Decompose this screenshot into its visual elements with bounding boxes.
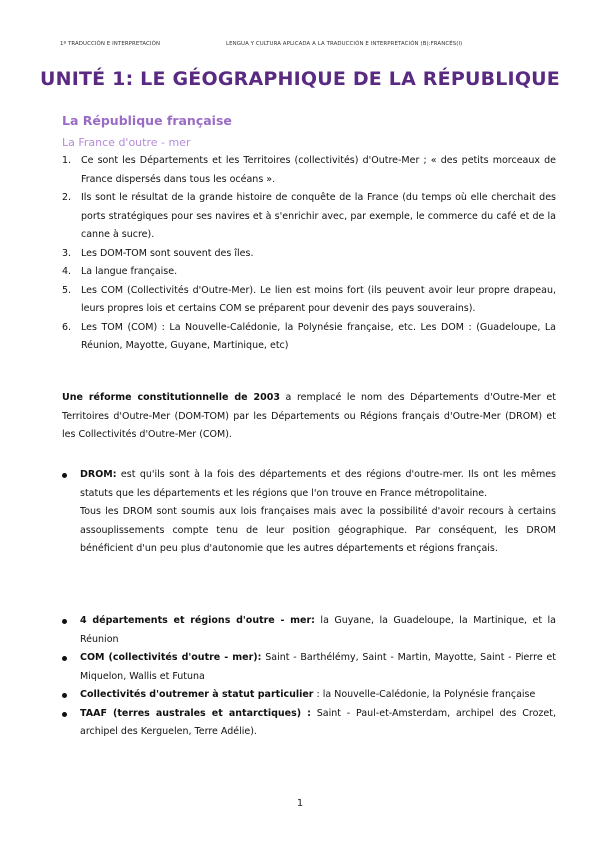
bullet-icon: [62, 619, 67, 624]
list-number: 6.: [62, 321, 72, 333]
list-text: Ce sont les Départements et les Territoires (collectivités) d'Outre-Mer ; « des petits morceaux de France dispersés dans tous les océans ».: [81, 155, 556, 185]
bullet-item: [62, 705, 556, 742]
list-text: Les DOM-TOM sont souvent des îles.: [81, 247, 254, 259]
list-item: [62, 319, 556, 356]
bullet-text: Saint - Barthélémy, Saint - Martin, Mayotte, Saint - Pierre et Miquelon, Wallis et Futuna: [80, 652, 556, 682]
drom-label: DROM:: [80, 469, 117, 480]
bullet-text: Saint - Paul-et-Amsterdam, archipel des Crozet, archipel des Kerguelen, Terre Adélie).: [80, 707, 556, 737]
bullet-icon: [62, 656, 67, 661]
bullet-icon: [62, 473, 67, 478]
reform-paragraph: [62, 389, 556, 445]
bullet-item: [62, 649, 556, 686]
list-text: Les COM (Collectivités d'Outre-Mer). Le lien est moins fort (ils peuvent avoir leur propre drapeau, leurs propres lois et certains COM se préparent pour devenir des pays souverains).: [81, 284, 556, 314]
bullet-icon: [62, 693, 67, 698]
list-item: [62, 263, 556, 282]
bullet-item: [62, 686, 556, 705]
territory-bullet-list: [62, 612, 556, 742]
list-number: 5.: [62, 284, 72, 296]
bullet-icon: [62, 712, 67, 717]
numbered-list: [62, 152, 556, 356]
section-subtitle: La France d'outre - mer: [62, 136, 191, 149]
list-text: Les TOM (COM) : La Nouvelle-Calédonie, la Polynésie française, etc. Les DOM : (Guadeloupe, La Réunion, Mayotte, Guyane, Martinique, etc): [81, 321, 556, 351]
page-title: UNITÉ 1: LE GÉOGRAPHIQUE DE LA RÉPUBLIQUE: [40, 68, 560, 90]
reform-text: a remplacé le nom des Départements d'Outre-Mer et Territoires d'Outre-Mer (DOM-TOM) par les Départements ou Régions français d'Outre-Mer (DROM) et les Collectivités d'Outre-Mer (COM).: [62, 392, 556, 440]
list-number: 2.: [62, 192, 72, 203]
list-number: 4.: [62, 266, 72, 277]
list-text: Ils sont le résultat de la grande histoire de conquête de la France (du temps où elle cherchait des ports stratégiques pour ses navires et à s'enrichir avec, par exemple, le commerce du café et de la canne à sucre).: [81, 192, 556, 240]
bullet-bold: 4 départements et régions d'outre - mer:: [80, 615, 315, 626]
list-number: 3.: [62, 247, 72, 259]
list-item: [62, 245, 556, 264]
bullet-bold: TAAF (terres australes et antarctiques) :: [80, 707, 311, 719]
header-left: 1º TRADUCCIÓN E INTERPRETACIÓN: [60, 41, 161, 47]
bullet-text: la Guyane, la Guadeloupe, la Martinique, et la Réunion: [80, 615, 556, 645]
header-right: LENGUA Y CULTURA APLICADA A LA TRADUCCIÓN E INTERPRETACIÓN (B):FRANCÉS(I): [226, 41, 463, 47]
bullet-bold: COM (collectivités d'outre - mer):: [80, 652, 262, 663]
drom-text-1: est qu'ils sont à la fois des départements et des régions d'outre-mer. Ils ont les mêmes statuts que les départements et les régions que l'on trouve en France métropolitaine.: [80, 469, 556, 499]
drom-text-2: Tous les DROM sont soumis aux lois françaises mais avec la possibilité d'avoir recours à certains assouplissements compte tenu de leur position géographique. Par conséquent, les DROM bénéficient d'un peu plus d'autonomie que les autres départements et régions français.: [80, 506, 556, 554]
drom-bullet-list: [62, 466, 556, 559]
list-text: La langue française.: [81, 266, 178, 277]
bullet-item: [62, 612, 556, 649]
page-number: 1: [296, 798, 304, 809]
list-item: [62, 152, 556, 189]
bullet-bold: Collectivités d'outremer à statut particulier: [80, 689, 314, 700]
section-title: La République française: [62, 113, 232, 128]
bullet-text: : la Nouvelle-Calédonie, la Polynésie française: [313, 689, 536, 700]
list-item: [62, 282, 556, 319]
list-item: [62, 189, 556, 245]
list-number: 1.: [62, 155, 72, 166]
reform-bold: Une réforme constitutionnelle de 2003: [62, 392, 280, 403]
bullet-item-drom: [62, 466, 556, 559]
